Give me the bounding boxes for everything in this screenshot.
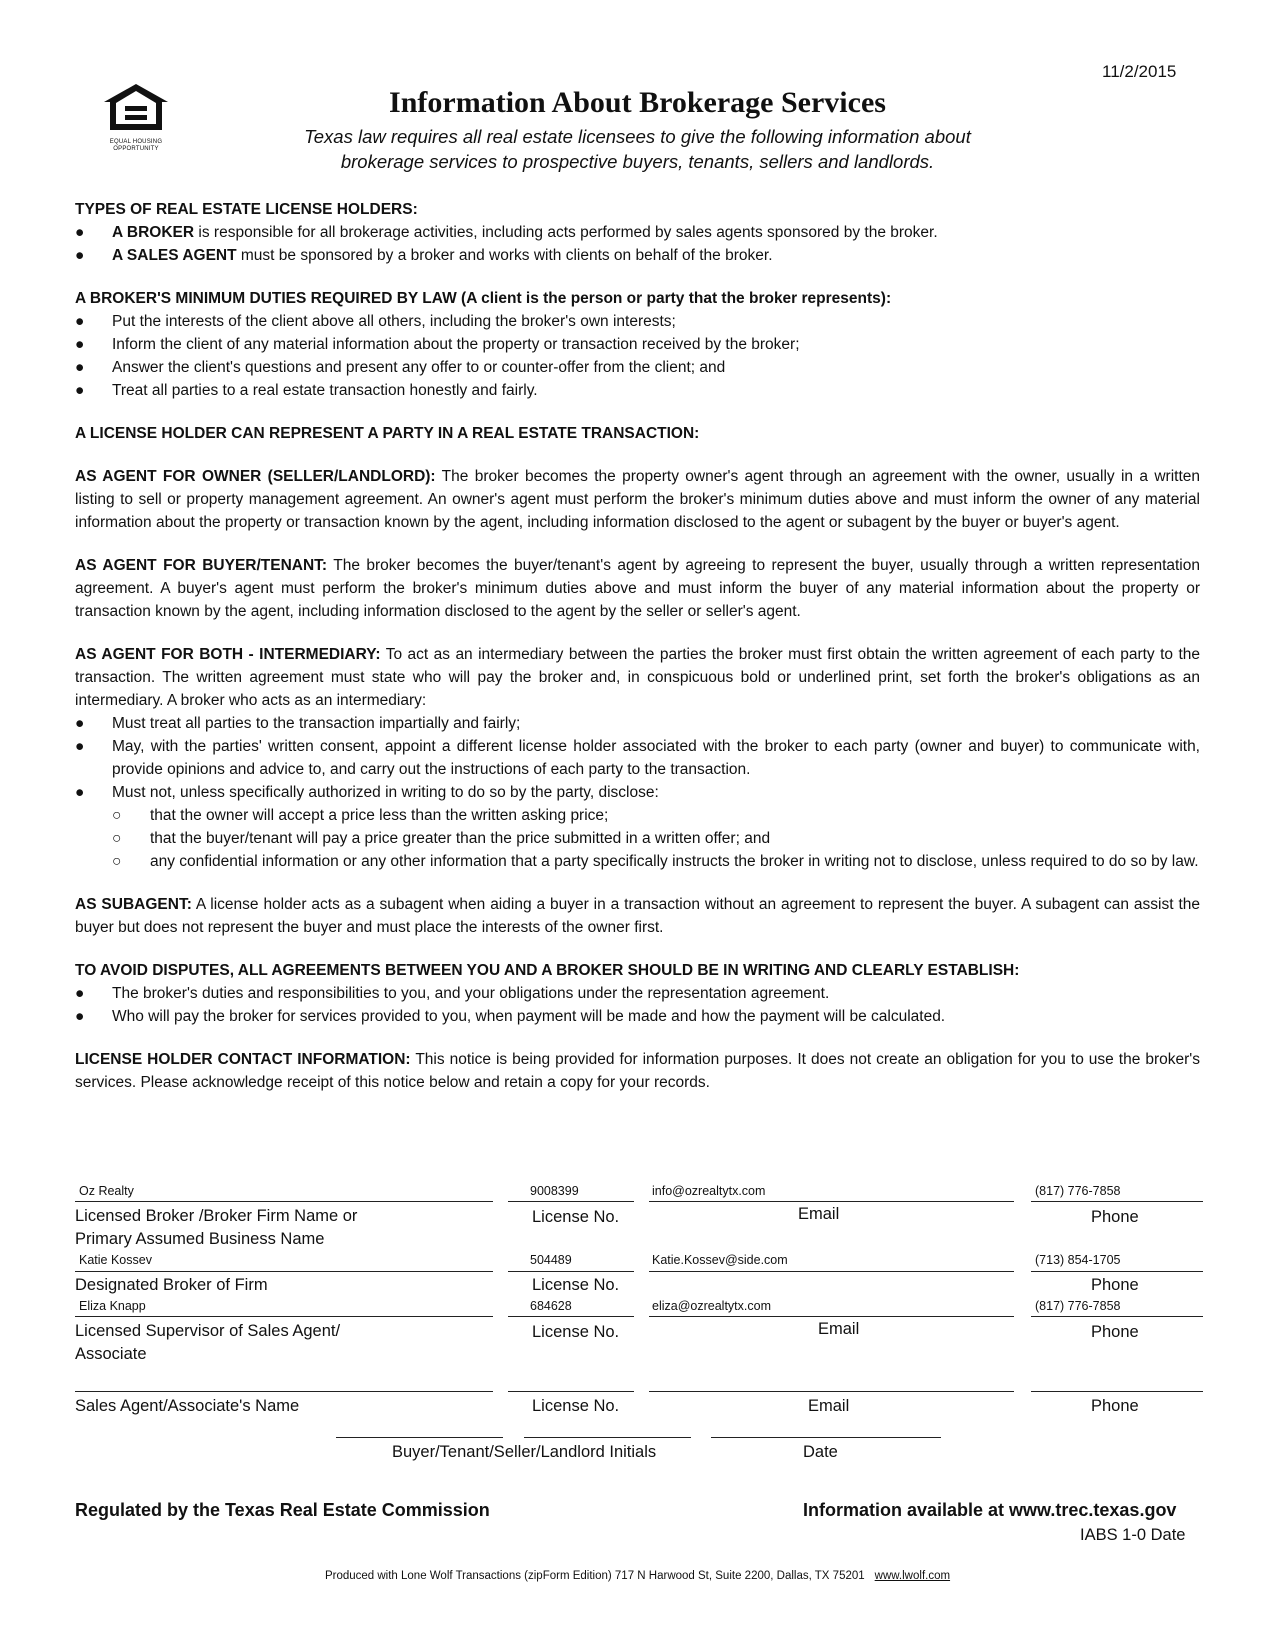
logo-caption: EQUAL HOUSING OPPORTUNITY <box>109 139 163 152</box>
item-text: Who will pay the broker for services provided to you, when payment will be made and how the payment will be calculated. <box>112 1008 946 1025</box>
bullet-icon: ● <box>75 336 85 353</box>
lwolf-link[interactable]: www.lwolf.com <box>874 1570 951 1582</box>
circle-bullet-icon: ○ <box>112 807 122 824</box>
term: A BROKER <box>112 224 195 241</box>
item-text: Inform the client of any material information about the property or transaction received by the broker; <box>112 336 800 353</box>
item-text: Must treat all parties to the transaction impartially and fairly; <box>112 715 521 732</box>
term: AS AGENT FOR BUYER/TENANT: <box>75 557 328 574</box>
item-text: that the buyer/tenant will pay a price greater than the price submitted in a written offer; and <box>150 830 771 847</box>
broker-phone-field[interactable]: (817) 776-7858 <box>1035 1184 1121 1198</box>
email-label: Email <box>818 1320 860 1338</box>
label-line: Licensed Broker /Broker Firm Name or <box>75 1207 358 1225</box>
regulated-by: Regulated by the Texas Real Estate Commission <box>75 1500 490 1520</box>
field-underline <box>649 1271 1014 1272</box>
intermediary-paragraph <box>75 643 1200 712</box>
sub-list-item <box>75 850 1200 873</box>
term: A SALES AGENT <box>112 247 237 264</box>
item-text: The broker's duties and responsibilities to you, and your obligations under the representation agreement. <box>112 985 830 1002</box>
list-item <box>75 735 1200 781</box>
sub-list-item <box>75 804 1200 827</box>
info-available: Information available at www.trec.texas.gov <box>803 1500 1177 1520</box>
email-label: Email <box>808 1397 850 1415</box>
bullet-icon: ● <box>75 359 85 376</box>
phone-label: Phone <box>1091 1323 1139 1341</box>
page-title: Information About Brokerage Services <box>389 86 886 119</box>
item-text: that the owner will accept a price less than the written asking price; <box>150 807 609 824</box>
sales-agent-label: Sales Agent/Associate's Name <box>75 1397 300 1415</box>
bullet-icon: ● <box>75 313 85 330</box>
produced-with <box>0 1570 1275 1582</box>
field-underline <box>1031 1201 1203 1202</box>
broker-email-field[interactable]: info@ozrealtytx.com <box>652 1184 766 1198</box>
sales-agent-license-field[interactable] <box>508 1391 634 1392</box>
initials-label: Buyer/Tenant/Seller/Landlord Initials <box>392 1443 657 1461</box>
supervisor-phone-field[interactable]: (817) 776-7858 <box>1035 1299 1121 1313</box>
circle-bullet-icon: ○ <box>112 830 122 847</box>
list-item <box>75 379 1200 402</box>
license-label: License No. <box>532 1323 620 1341</box>
page-subtitle <box>200 124 1075 174</box>
paragraph-text: The broker becomes the buyer/tenant's agent by agreeing to represent the buyer, usually through a written representation agreement. A buyer's agent must perform the broker's minimum duties above and must inform the buyer of any material information about the property or transaction known by the agent, including information disclosed to the agent by the seller or seller's agent. <box>75 557 1200 620</box>
list-item <box>75 1005 1200 1028</box>
phone-label: Phone <box>1091 1276 1139 1294</box>
supervisor-email-field[interactable]: eliza@ozrealtytx.com <box>652 1299 771 1313</box>
supervisor-name-field[interactable]: Eliza Knapp <box>79 1299 146 1313</box>
phone-label: Phone <box>1091 1397 1139 1415</box>
field-underline <box>75 1201 493 1202</box>
buyer-paragraph <box>75 554 1200 623</box>
list-item <box>75 333 1200 356</box>
sales-agent-phone-field[interactable] <box>1031 1391 1203 1392</box>
bullet-icon: ● <box>75 784 85 801</box>
sales-agent-name-field[interactable] <box>75 1391 493 1392</box>
bullet-icon: ● <box>75 985 85 1002</box>
date-field[interactable] <box>711 1437 941 1438</box>
list-item <box>75 982 1200 1005</box>
label-line: Primary Assumed Business Name <box>75 1230 325 1248</box>
list-item <box>75 712 1200 735</box>
subagent-paragraph <box>75 893 1200 939</box>
designated-broker-name-field[interactable]: Katie Kossev <box>79 1253 152 1267</box>
designated-broker-label: Designated Broker of Firm <box>75 1276 268 1294</box>
date-label: Date <box>803 1443 838 1461</box>
iabs-date: IABS 1-0 Date <box>1080 1526 1186 1544</box>
supervisor-label <box>75 1320 340 1366</box>
label-line: Licensed Supervisor of Sales Agent/ <box>75 1322 341 1340</box>
list-item <box>75 781 1200 804</box>
designated-broker-license-field[interactable]: 504489 <box>530 1253 572 1267</box>
sub-list-item <box>75 827 1200 850</box>
subtitle-line: brokerage services to prospective buyers, tenants, sellers and landlords. <box>340 151 935 172</box>
phone-label: Phone <box>1091 1208 1139 1226</box>
document-body <box>75 198 1200 1094</box>
item-text: Put the interests of the client above all others, including the broker's own interests; <box>112 313 676 330</box>
label-line: Associate <box>75 1345 147 1363</box>
bullet-icon: ● <box>75 382 85 399</box>
section-heading: A LICENSE HOLDER CAN REPRESENT A PARTY IN A REAL ESTATE TRANSACTION: <box>75 425 700 442</box>
broker-license-field[interactable]: 9008399 <box>530 1184 579 1198</box>
subtitle-line: Texas law requires all real estate licensees to give the following information about <box>304 126 971 147</box>
item-text: is responsible for all brokerage activities, including acts performed by sales agents sponsored by the broker. <box>194 224 938 241</box>
owner-paragraph <box>75 465 1200 534</box>
license-label: License No. <box>532 1208 620 1226</box>
broker-firm-name-label <box>75 1205 357 1251</box>
item-text: May, with the parties' written consent, appoint a different license holder associated with the broker to each party (owner and buyer) to communicate with, provide opinions and advice to, and carry out the instructions of each party to the transaction. <box>112 738 1200 778</box>
item-text: Treat all parties to a real estate transaction honestly and fairly. <box>112 382 538 399</box>
license-label: License No. <box>532 1276 620 1294</box>
broker-firm-name-field[interactable]: Oz Realty <box>79 1184 134 1198</box>
field-underline <box>649 1316 1014 1317</box>
section-heading: A BROKER'S MINIMUM DUTIES REQUIRED BY LAW (A client is the person or party that the broker represents): <box>75 290 892 307</box>
designated-broker-email-field[interactable]: Katie.Kossev@side.com <box>652 1253 788 1267</box>
field-underline <box>1031 1271 1203 1272</box>
bullet-icon: ● <box>75 715 85 732</box>
paragraph-text: This notice is being provided for information purposes. It does not create an obligation for you to use the broker's services. Please acknowledge receipt of this notice below and retain a copy for your records. <box>75 1051 1200 1091</box>
section-heading: TO AVOID DISPUTES, ALL AGREEMENTS BETWEEN YOU AND A BROKER SHOULD BE IN WRITING AND CLEARLY ESTABLISH: <box>75 962 1020 979</box>
paragraph-text: The broker becomes the property owner's agent through an agreement with the owner, usually in a written listing to sell or property management agreement. An owner's agent must perform the broker's minimum duties above and must inform the owner of any material information about the property or transaction known by the agent, including information disclosed to the agent or subagent by the buyer or buyer's agent. <box>75 468 1200 531</box>
license-label: License No. <box>532 1397 620 1415</box>
email-label: Email <box>798 1205 840 1223</box>
section-heading: TYPES OF REAL ESTATE LICENSE HOLDERS: <box>75 201 418 218</box>
initials-field-1[interactable] <box>336 1437 503 1438</box>
field-underline <box>508 1271 634 1272</box>
term: AS SUBAGENT: <box>75 896 192 913</box>
sales-agent-email-field[interactable] <box>649 1391 1014 1392</box>
list-item <box>75 310 1200 333</box>
field-underline <box>508 1316 634 1317</box>
paragraph-text: To act as an intermediary between the parties the broker must first obtain the written agreement of each party to the transaction. The written agreement must state who will pay the broker and, in conspicuous bold or underlined print, set forth the broker's obligations as an intermediary. A broker who acts as an intermediary: <box>75 646 1200 709</box>
term: AS AGENT FOR BOTH - INTERMEDIARY: <box>75 646 381 663</box>
list-item <box>75 356 1200 379</box>
field-underline <box>649 1201 1014 1202</box>
circle-bullet-icon: ○ <box>112 853 122 870</box>
bullet-icon: ● <box>75 224 85 241</box>
supervisor-license-field[interactable]: 684628 <box>530 1299 572 1313</box>
initials-field-2[interactable] <box>524 1437 691 1438</box>
item-text: any confidential information or any other information that a party specifically instructs the broker in writing not to disclose, unless required to do so by law. <box>150 853 1199 870</box>
term: LICENSE HOLDER CONTACT INFORMATION: <box>75 1051 411 1068</box>
contact-paragraph <box>75 1048 1200 1094</box>
list-item <box>75 244 1200 267</box>
field-underline <box>508 1201 634 1202</box>
list-item <box>75 221 1200 244</box>
field-underline <box>75 1316 493 1317</box>
paragraph-text: A license holder acts as a subagent when aiding a buyer in a transaction without an agreement to represent the buyer. A subagent can assist the buyer but does not represent the buyer and must place the interests of the owner first. <box>75 896 1200 936</box>
bullet-icon: ● <box>75 247 85 264</box>
field-underline <box>75 1271 493 1272</box>
produced-text: Produced with Lone Wolf Transactions (zipForm Edition) 717 N Harwood St, Suite 2200, Dallas, TX 75201 <box>324 1570 865 1582</box>
item-text: Must not, unless specifically authorized in writing to do so by the party, disclose: <box>112 784 659 801</box>
item-text: Answer the client's questions and present any offer to or counter-offer from the client; and <box>112 359 726 376</box>
bullet-icon: ● <box>75 1008 85 1025</box>
term: AS AGENT FOR OWNER (SELLER/LANDLORD): <box>75 468 436 485</box>
bullet-icon: ● <box>75 738 85 755</box>
designated-broker-phone-field[interactable]: (713) 854-1705 <box>1035 1253 1121 1267</box>
item-text: must be sponsored by a broker and works with clients on behalf of the broker. <box>236 247 773 264</box>
field-underline <box>1031 1316 1203 1317</box>
form-date: 11/2/2015 <box>1102 62 1177 81</box>
